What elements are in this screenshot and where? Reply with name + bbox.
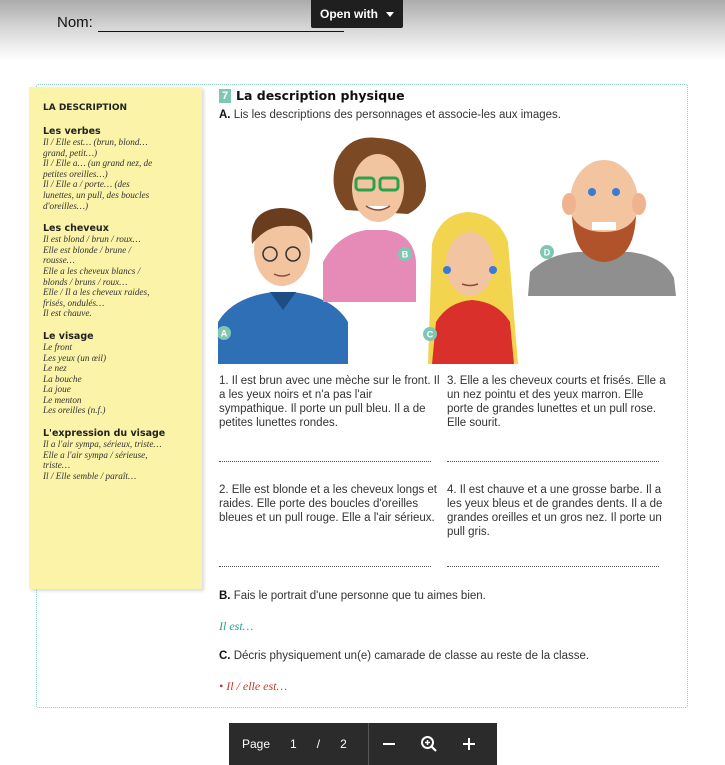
- answer-line-2: [219, 566, 431, 567]
- exercise-number-badge: 7: [219, 89, 231, 103]
- sidebar-heading: LA DESCRIPTION: [43, 103, 128, 113]
- marker-d-label: D: [543, 247, 551, 258]
- open-with-button[interactable]: [311, 0, 403, 28]
- part-a-letter: A.: [219, 109, 231, 121]
- name-label: Nom:: [57, 14, 93, 31]
- section-title: Les cheveux: [43, 223, 109, 235]
- part-b-instruction: [219, 590, 486, 602]
- answer-line-4: [447, 566, 659, 567]
- exercise-title: [219, 88, 405, 103]
- marker-b-label: B: [401, 249, 409, 260]
- part-c-answer: • Il / elle est…: [219, 679, 288, 693]
- section-title: Le visage: [43, 330, 94, 342]
- character-b-illustration: [323, 138, 426, 303]
- plus-icon: [461, 736, 477, 752]
- section-body: Il / Elle est… (brun, blond… grand, petit…) Il / Elle a… (un grand nez, de petites oreilles…) Il / Elle a / porte… (des lunettes, un pull, des boucles d'oreilles…): [43, 137, 153, 211]
- total-pages: 2: [340, 737, 347, 751]
- marker-d-badge: [540, 245, 554, 259]
- vocab-sidebar: [29, 87, 202, 589]
- name-blank-line: [98, 31, 344, 32]
- page-separator: /: [316, 737, 321, 751]
- part-b-answer: Il est…: [219, 619, 254, 633]
- section-title: L'expression du visage: [43, 428, 166, 440]
- zoom-in-button[interactable]: [449, 723, 489, 765]
- part-c-instruction: [219, 650, 589, 662]
- section-body: Il est blond / brun / roux… Elle est blonde / brune / rousse… Elle a les cheveux blancs / blonds / bruns / roux… Elle / Il a les cheveux raides, frisés, ondulés… Il est chauve.: [43, 234, 150, 319]
- sidebar-section-expression: [43, 428, 194, 481]
- magnify-icon: [420, 735, 438, 753]
- section-body: Le front Les yeux (un œil) Le nez La bouche La joue Le menton Les oreilles (n.f.): [43, 341, 107, 416]
- character-d-illustration: [528, 160, 676, 296]
- page-navigation-bar: [229, 723, 497, 765]
- description-2: 2. Elle est blonde et a les cheveux longs et raides. Elle porte des boucles d'oreilles bleues et un pull rouge. Elle a l'air sérieux.: [219, 484, 438, 524]
- answer-line-1: [219, 461, 431, 462]
- answer-line-3: [447, 461, 659, 462]
- sidebar-section-verbes: [43, 126, 194, 211]
- open-with-label: Open with: [320, 7, 378, 21]
- minus-icon: [381, 736, 397, 752]
- current-page-number[interactable]: 1: [290, 737, 297, 751]
- part-b-text: Fais le portrait d'une personne que tu aimes bien.: [233, 590, 486, 602]
- part-c-letter: C.: [219, 650, 231, 662]
- character-c-illustration: [428, 212, 518, 364]
- section-title: Les verbes: [43, 126, 101, 137]
- marker-b-badge: [398, 247, 412, 261]
- sidebar-section-visage: [43, 331, 194, 416]
- page-label: Page: [242, 737, 271, 751]
- exercise-title-text: La description physique: [236, 88, 405, 103]
- caret-down-icon: [386, 12, 394, 17]
- marker-a-label: A: [220, 328, 228, 339]
- part-c-text: Décris physiquement un(e) camarade de classe au reste de la classe.: [233, 650, 590, 662]
- part-a-text: Lis les descriptions des personnages et associe-les aux images.: [233, 109, 561, 121]
- part-a-instruction: [219, 109, 561, 121]
- sidebar-section-cheveux: [43, 223, 194, 319]
- zoom-fit-button[interactable]: [409, 723, 449, 765]
- description-1: 1. Il est brun avec une mèche sur le front. Il a les yeux noirs et n'a pas l'air sympathique. Il porte un pull bleu. Il a de petites lunettes rondes.: [219, 375, 440, 429]
- zoom-out-button[interactable]: [369, 723, 409, 765]
- section-body: Il a l'air sympa, sérieux, triste… Elle a l'air sympa / sérieuse, triste… Il / Elle semble / paraît…: [43, 439, 162, 481]
- marker-c-label: C: [426, 329, 434, 340]
- part-b-letter: B.: [219, 590, 231, 602]
- marker-c-badge: [423, 327, 437, 341]
- description-4: 4. Il est chauve et a une grosse barbe. Il a les yeux bleus et de grandes dents. Il a de grandes oreilles et un gros nez. Il porte un pull gris.: [447, 484, 663, 538]
- characters-illustration: [218, 132, 680, 364]
- description-3: 3. Elle a les cheveux courts et frisés. Elle a un nez pointu et des yeux marron. Elle porte de grandes lunettes et un pull rose. Elle sourit.: [447, 375, 666, 429]
